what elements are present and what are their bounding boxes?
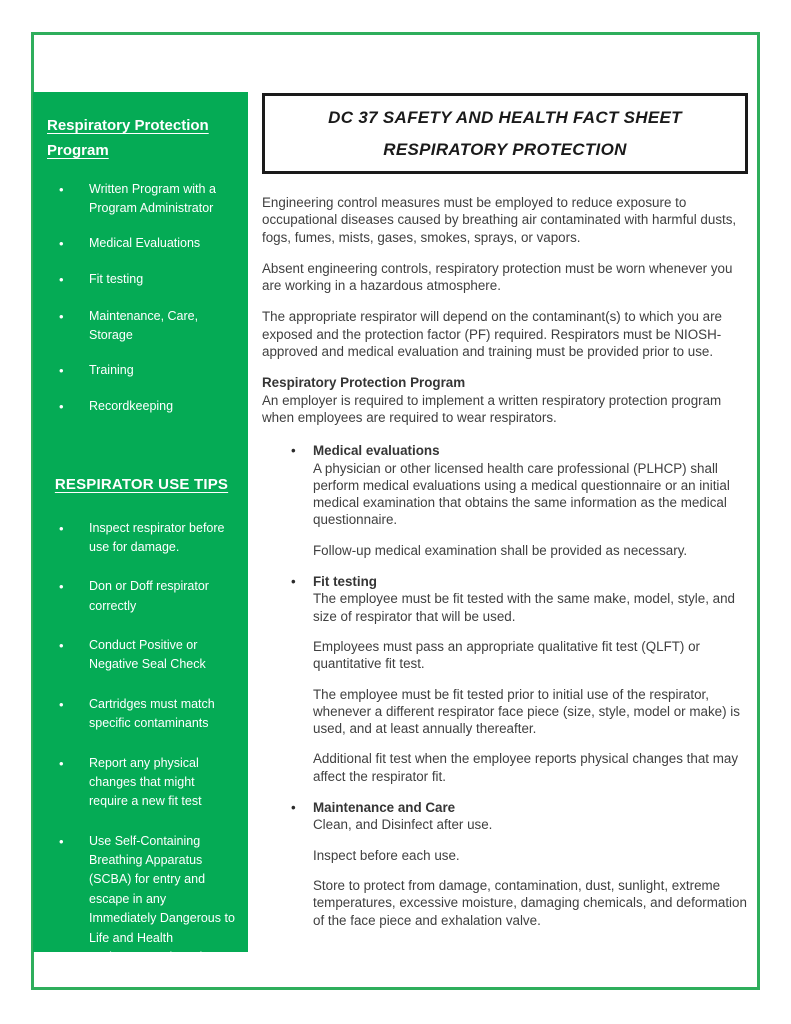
bullet-paragraph: A physician or other licensed health care professional (PLHCP) shall perform medical evaluations using a medical questionnaire or an initial medical examination that obtains the same information as the medical questionnaire. <box>313 460 730 528</box>
bullet-paragraph: Clean, and Disinfect after use. <box>313 817 493 833</box>
bullet-medical-evaluations <box>262 442 748 559</box>
bullet-icon: • <box>59 696 64 712</box>
list-item <box>47 397 236 417</box>
bullet-paragraph: Employees must pass an appropriate qualitative fit test (QLFT) or quantitative fit test. <box>313 638 701 672</box>
sidebar-program-heading: Respiratory Protection Program <box>47 117 209 159</box>
bullet-fit-testing <box>262 573 748 785</box>
section-heading: Respiratory Protection Program <box>262 375 466 391</box>
sidebar-tips-list <box>47 519 236 968</box>
intro-paragraph: Engineering control measures must be employed to reduce exposure to occupational diseases caused by breathing air contaminated with harmful dusts, fogs, fumes, mists, gases, smokes, sprays, or vapors. <box>262 195 737 245</box>
bullet-maintenance-and-care <box>262 799 748 929</box>
intro-paragraph: Absent engineering controls, respiratory protection must be worn whenever you are working in a hazardous atmosphere. <box>262 260 733 294</box>
bullet-icon: • <box>59 833 64 849</box>
bullet-paragraph: The employee must be fit tested with the same make, model, style, and size of respirator that will be used. <box>313 591 736 624</box>
section-respiratory-protection-program <box>262 374 748 426</box>
sidebar-item-label: Fit testing <box>89 272 144 287</box>
bullet-icon: • <box>59 638 64 654</box>
bullet-paragraph: Inspect before each use. <box>313 847 460 863</box>
bullet-title: Medical evaluations <box>313 443 440 459</box>
sidebar-item-label: Maintenance, Care, Storage <box>89 308 199 342</box>
bullet-icon: • <box>59 236 64 252</box>
list-item <box>47 234 236 254</box>
bullet-icon: • <box>291 443 296 459</box>
bullet-icon: • <box>59 755 64 771</box>
sidebar-item-label: Use Self-Containing Breathing Apparatus (SCBA) for entry and escape in any Immediately Dangerous to Life and Health environments (IDLH) <box>89 833 235 964</box>
page-subtitle: RESPIRATORY PROTECTION <box>383 140 627 159</box>
bullet-icon: • <box>59 308 64 324</box>
list-item <box>47 636 236 675</box>
bullet-icon: • <box>59 579 64 595</box>
list-item <box>47 361 236 381</box>
sidebar-item-label: Recordkeeping <box>89 399 174 414</box>
list-item <box>47 695 236 734</box>
main-content <box>262 93 748 943</box>
bullet-paragraph: Follow-up medical examination shall be provided as necessary. <box>313 542 688 558</box>
sidebar-program-list <box>47 180 236 418</box>
list-item <box>47 270 236 290</box>
bullet-paragraph: The employee must be fit tested prior to initial use of the respirator, whenever a different respirator face piece (size, style, model or make) is used, and at least annually thereafter. <box>313 686 740 737</box>
section-intro: An employer is required to implement a written respiratory protection program when employees are required to wear respirators. <box>262 392 722 425</box>
sidebar-item-label: Training <box>89 363 134 378</box>
list-item <box>47 307 236 346</box>
sidebar <box>33 92 248 964</box>
bullet-icon: • <box>59 363 64 379</box>
bullet-body <box>313 799 748 929</box>
list-item <box>47 180 236 219</box>
bullet-title: Maintenance and Care <box>313 800 456 816</box>
bullet-body <box>313 442 748 559</box>
sidebar-item-label: Written Program with a Program Administrator <box>89 181 216 215</box>
bullet-body <box>313 573 748 785</box>
list-item <box>47 577 236 616</box>
main-bullet-list <box>262 442 748 929</box>
bullet-icon: • <box>59 399 64 415</box>
bullet-paragraph: Additional fit test when the employee reports physical changes that may affect the respirator fit. <box>313 751 739 784</box>
sidebar-item-label: Don or Doff respirator correctly <box>89 579 209 613</box>
bullet-title: Fit testing <box>313 574 377 590</box>
bullet-icon: • <box>291 800 296 816</box>
list-item <box>47 519 236 558</box>
sidebar-item-label: Report any physical changes that might require a new fit test <box>89 755 202 809</box>
page-title: DC 37 SAFETY AND HEALTH FACT SHEET <box>328 108 682 127</box>
sidebar-item-label: Medical Evaluations <box>89 236 201 251</box>
bullet-icon: • <box>291 574 296 590</box>
sidebar-item-label: Cartridges must match specific contaminants <box>89 696 215 731</box>
fact-sheet-title-box <box>262 93 748 174</box>
list-item <box>47 754 236 812</box>
bullet-icon: • <box>59 520 64 536</box>
list-item <box>47 832 236 968</box>
sidebar-tips-heading: RESPIRATOR USE TIPS <box>54 475 229 493</box>
bullet-icon: • <box>59 181 64 197</box>
bullet-icon: • <box>59 272 64 288</box>
intro-paragraph: The appropriate respirator will depend on the contaminant(s) to which you are exposed and the protection factor (PF) required. Respirators must be NIOSH-approved and medical evaluation and training must be provided prior to use. <box>262 309 722 360</box>
sidebar-item-label: Inspect respirator before use for damage. <box>89 520 225 554</box>
sidebar-item-label: Conduct Positive or Negative Seal Check <box>89 638 206 672</box>
bullet-paragraph: Store to protect from damage, contamination, dust, sunlight, extreme temperatures, excessive moisture, damaging chemicals, and deformation of the face piece and exhalation valve. <box>313 877 747 928</box>
